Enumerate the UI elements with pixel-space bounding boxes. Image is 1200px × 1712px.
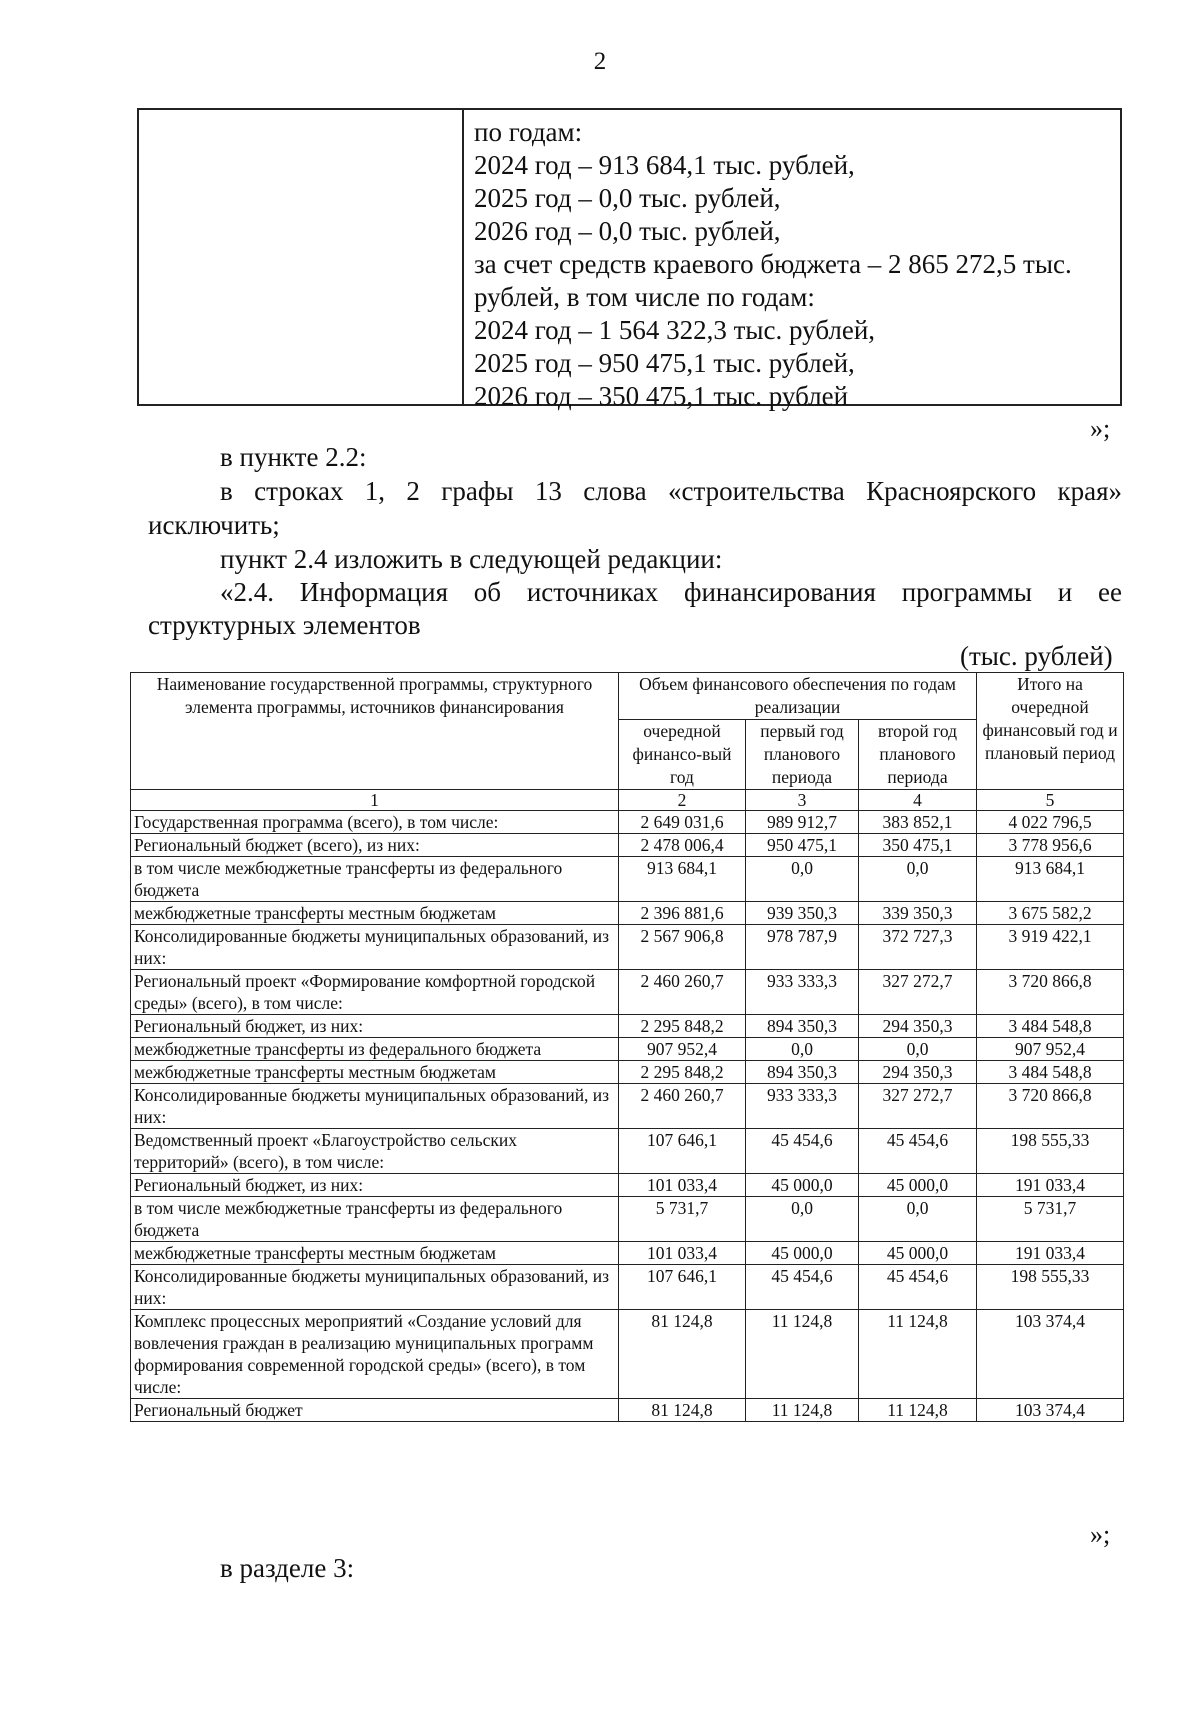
- value-next-year-cell: 2 295 848,2: [619, 1061, 746, 1084]
- table-row: [131, 1015, 1124, 1038]
- funding-line: 2024 год – 1 564 322,3 тыс. рублей,: [474, 315, 876, 345]
- funding-line: 2025 год – 0,0 тыс. рублей,: [474, 183, 781, 213]
- table-row: [131, 1310, 1124, 1399]
- value-total-cell: 3 720 866,8: [977, 1084, 1124, 1129]
- value-next-year-cell: 2 460 260,7: [619, 1084, 746, 1129]
- value-first-planning-year-cell: 978 787,9: [746, 925, 859, 970]
- column-number: 1: [131, 790, 619, 811]
- value-next-year-cell: 81 124,8: [619, 1310, 746, 1399]
- table-header-row: [131, 673, 1124, 720]
- value-next-year-cell: 2 295 848,2: [619, 1015, 746, 1038]
- row-name-cell: межбюджетные трансферты из федерального бюджета: [131, 1038, 619, 1061]
- value-second-planning-year-cell: 11 124,8: [859, 1310, 977, 1399]
- value-first-planning-year-cell: 894 350,3: [746, 1015, 859, 1038]
- value-second-planning-year-cell: 11 124,8: [859, 1399, 977, 1422]
- row-name-cell: Консолидированные бюджеты муниципальных образований, из них:: [131, 925, 619, 970]
- table-row: [131, 834, 1124, 857]
- table-row: [131, 1265, 1124, 1310]
- table-row: [131, 857, 1124, 902]
- value-second-planning-year-cell: 372 727,3: [859, 925, 977, 970]
- row-name-cell: Региональный бюджет, из них:: [131, 1174, 619, 1197]
- table-row: [131, 1084, 1124, 1129]
- column-number-row: [131, 790, 1124, 811]
- table-row: [131, 1174, 1124, 1197]
- value-first-planning-year-cell: 0,0: [746, 1197, 859, 1242]
- value-second-planning-year-cell: 327 272,7: [859, 1084, 977, 1129]
- funding-line: по годам:: [474, 117, 583, 147]
- funding-by-year-cell: [474, 116, 1112, 413]
- column-number: 5: [977, 790, 1124, 811]
- value-second-planning-year-cell: 45 000,0: [859, 1174, 977, 1197]
- row-name-cell: в том числе межбюджетные трансферты из федерального бюджета: [131, 1197, 619, 1242]
- value-next-year-cell: 907 952,4: [619, 1038, 746, 1061]
- table-row: [131, 902, 1124, 925]
- value-first-planning-year-cell: 939 350,3: [746, 902, 859, 925]
- value-total-cell: 5 731,7: [977, 1197, 1124, 1242]
- value-first-planning-year-cell: 0,0: [746, 857, 859, 902]
- value-second-planning-year-cell: 0,0: [859, 1197, 977, 1242]
- value-first-planning-year-cell: 11 124,8: [746, 1399, 859, 1422]
- header-next-year: очередной финансо-вый год: [619, 720, 746, 790]
- value-first-planning-year-cell: 45 454,6: [746, 1129, 859, 1174]
- funding-line: рублей, в том числе по годам:: [474, 282, 815, 312]
- value-next-year-cell: 2 396 881,6: [619, 902, 746, 925]
- value-second-planning-year-cell: 327 272,7: [859, 970, 977, 1015]
- paragraph-rows-line-2: исключить;: [148, 510, 280, 540]
- value-next-year-cell: 5 731,7: [619, 1197, 746, 1242]
- value-total-cell: 198 555,33: [977, 1129, 1124, 1174]
- table-row: [131, 811, 1124, 834]
- value-total-cell: 913 684,1: [977, 857, 1124, 902]
- row-name-cell: Ведомственный проект «Благоустройство сельских территорий» (всего), в том числе:: [131, 1129, 619, 1174]
- paragraph-section-3: в разделе 3:: [220, 1553, 355, 1583]
- row-name-cell: Региональный бюджет (всего), из них:: [131, 834, 619, 857]
- table-row: [131, 1399, 1124, 1422]
- value-next-year-cell: 2 460 260,7: [619, 970, 746, 1015]
- header-name-column: Наименование государственной программы, структурного элемента программы, источников финансирования: [131, 673, 619, 790]
- row-name-cell: Государственная программа (всего), в том числе:: [131, 811, 619, 834]
- value-next-year-cell: 2 649 031,6: [619, 811, 746, 834]
- row-name-cell: межбюджетные трансферты местным бюджетам: [131, 902, 619, 925]
- value-total-cell: 907 952,4: [977, 1038, 1124, 1061]
- column-number: 3: [746, 790, 859, 811]
- value-first-planning-year-cell: 0,0: [746, 1038, 859, 1061]
- value-first-planning-year-cell: 11 124,8: [746, 1310, 859, 1399]
- row-name-cell: Комплекс процессных мероприятий «Создание условий для вовлечения граждан в реализацию муниципальных программ формирования современной городской среды» (всего), в том числе:: [131, 1310, 619, 1399]
- value-total-cell: 191 033,4: [977, 1174, 1124, 1197]
- value-total-cell: 191 033,4: [977, 1242, 1124, 1265]
- value-next-year-cell: 101 033,4: [619, 1242, 746, 1265]
- unit-label: (тыс. рублей): [960, 641, 1113, 671]
- value-second-planning-year-cell: 0,0: [859, 857, 977, 902]
- section-heading-line-1: «2.4. Информация об источниках финансирования программы и ее: [220, 577, 1122, 607]
- funding-line: 2025 год – 950 475,1 тыс. рублей,: [474, 348, 855, 378]
- value-next-year-cell: 107 646,1: [619, 1129, 746, 1174]
- row-name-cell: Региональный проект «Формирование комфортной городской среды» (всего), в том числе:: [131, 970, 619, 1015]
- row-name-cell: Консолидированные бюджеты муниципальных образований, из них:: [131, 1084, 619, 1129]
- row-name-cell: Региональный бюджет: [131, 1399, 619, 1422]
- continuation-table: [137, 108, 1122, 411]
- column-number: 2: [619, 790, 746, 811]
- value-first-planning-year-cell: 933 333,3: [746, 1084, 859, 1129]
- value-first-planning-year-cell: 45 000,0: [746, 1242, 859, 1265]
- value-first-planning-year-cell: 989 912,7: [746, 811, 859, 834]
- table-body: [131, 811, 1124, 1422]
- value-first-planning-year-cell: 45 454,6: [746, 1265, 859, 1310]
- table-row: [131, 1061, 1124, 1084]
- value-second-planning-year-cell: 383 852,1: [859, 811, 977, 834]
- value-total-cell: 3 484 548,8: [977, 1061, 1124, 1084]
- value-total-cell: 103 374,4: [977, 1399, 1124, 1422]
- value-next-year-cell: 913 684,1: [619, 857, 746, 902]
- value-next-year-cell: 2 478 006,4: [619, 834, 746, 857]
- value-total-cell: 3 778 956,6: [977, 834, 1124, 857]
- value-next-year-cell: 81 124,8: [619, 1399, 746, 1422]
- table-row: [131, 1242, 1124, 1265]
- value-second-planning-year-cell: 339 350,3: [859, 902, 977, 925]
- value-second-planning-year-cell: 45 454,6: [859, 1129, 977, 1174]
- value-total-cell: 198 555,33: [977, 1265, 1124, 1310]
- value-first-planning-year-cell: 933 333,3: [746, 970, 859, 1015]
- value-total-cell: 3 675 582,2: [977, 902, 1124, 925]
- value-second-planning-year-cell: 294 350,3: [859, 1015, 977, 1038]
- funding-line: 2026 год – 0,0 тыс. рублей,: [474, 216, 781, 246]
- page-number: 2: [593, 48, 607, 75]
- column-number: 4: [859, 790, 977, 811]
- value-next-year-cell: 2 567 906,8: [619, 925, 746, 970]
- table-row: [131, 1038, 1124, 1061]
- row-name-cell: в том числе межбюджетные трансферты из федерального бюджета: [131, 857, 619, 902]
- value-total-cell: 103 374,4: [977, 1310, 1124, 1399]
- section-heading-line-2: структурных элементов: [148, 610, 421, 640]
- value-next-year-cell: 107 646,1: [619, 1265, 746, 1310]
- value-second-planning-year-cell: 45 000,0: [859, 1242, 977, 1265]
- financing-table: [130, 672, 1124, 1422]
- value-next-year-cell: 101 033,4: [619, 1174, 746, 1197]
- closing-quote: »;: [1090, 414, 1111, 443]
- value-total-cell: 3 720 866,8: [977, 970, 1124, 1015]
- value-second-planning-year-cell: 0,0: [859, 1038, 977, 1061]
- row-name-cell: Региональный бюджет, из них:: [131, 1015, 619, 1038]
- value-second-planning-year-cell: 350 475,1: [859, 834, 977, 857]
- row-name-cell: Консолидированные бюджеты муниципальных образований, из них:: [131, 1265, 619, 1310]
- paragraph-2-4: пункт 2.4 изложить в следующей редакции:: [220, 544, 723, 574]
- table-row: [131, 925, 1124, 970]
- value-first-planning-year-cell: 950 475,1: [746, 834, 859, 857]
- row-name-cell: межбюджетные трансферты местным бюджетам: [131, 1061, 619, 1084]
- value-total-cell: 4 022 796,5: [977, 811, 1124, 834]
- header-volume-group: Объем финансового обеспечения по годам реализации: [619, 673, 977, 720]
- table-row: [131, 1197, 1124, 1242]
- header-total-column: Итого на очередной финансовый год и плановый период: [977, 673, 1124, 790]
- value-first-planning-year-cell: 45 000,0: [746, 1174, 859, 1197]
- header-first-planning-year: первый год планового периода: [746, 720, 859, 790]
- funding-line: 2024 год – 913 684,1 тыс. рублей,: [474, 150, 855, 180]
- value-second-planning-year-cell: 294 350,3: [859, 1061, 977, 1084]
- funding-line: за счет средств краевого бюджета – 2 865 272,5 тыс.: [474, 249, 1072, 279]
- header-second-planning-year: второй год планового периода: [859, 720, 977, 790]
- table-divider: [462, 110, 464, 404]
- paragraph-rows-line-1: в строках 1, 2 графы 13 слова «строительства Красноярского края»: [220, 476, 1122, 506]
- value-second-planning-year-cell: 45 454,6: [859, 1265, 977, 1310]
- funding-line: 2026 год – 350 475,1 тыс. рублей: [474, 381, 849, 411]
- paragraph-2-2: в пункте 2.2:: [220, 442, 367, 472]
- table-row: [131, 970, 1124, 1015]
- row-name-cell: межбюджетные трансферты местным бюджетам: [131, 1242, 619, 1265]
- table-row: [131, 1129, 1124, 1174]
- closing-quote: »;: [1090, 1520, 1111, 1549]
- value-first-planning-year-cell: 894 350,3: [746, 1061, 859, 1084]
- value-total-cell: 3 919 422,1: [977, 925, 1124, 970]
- value-total-cell: 3 484 548,8: [977, 1015, 1124, 1038]
